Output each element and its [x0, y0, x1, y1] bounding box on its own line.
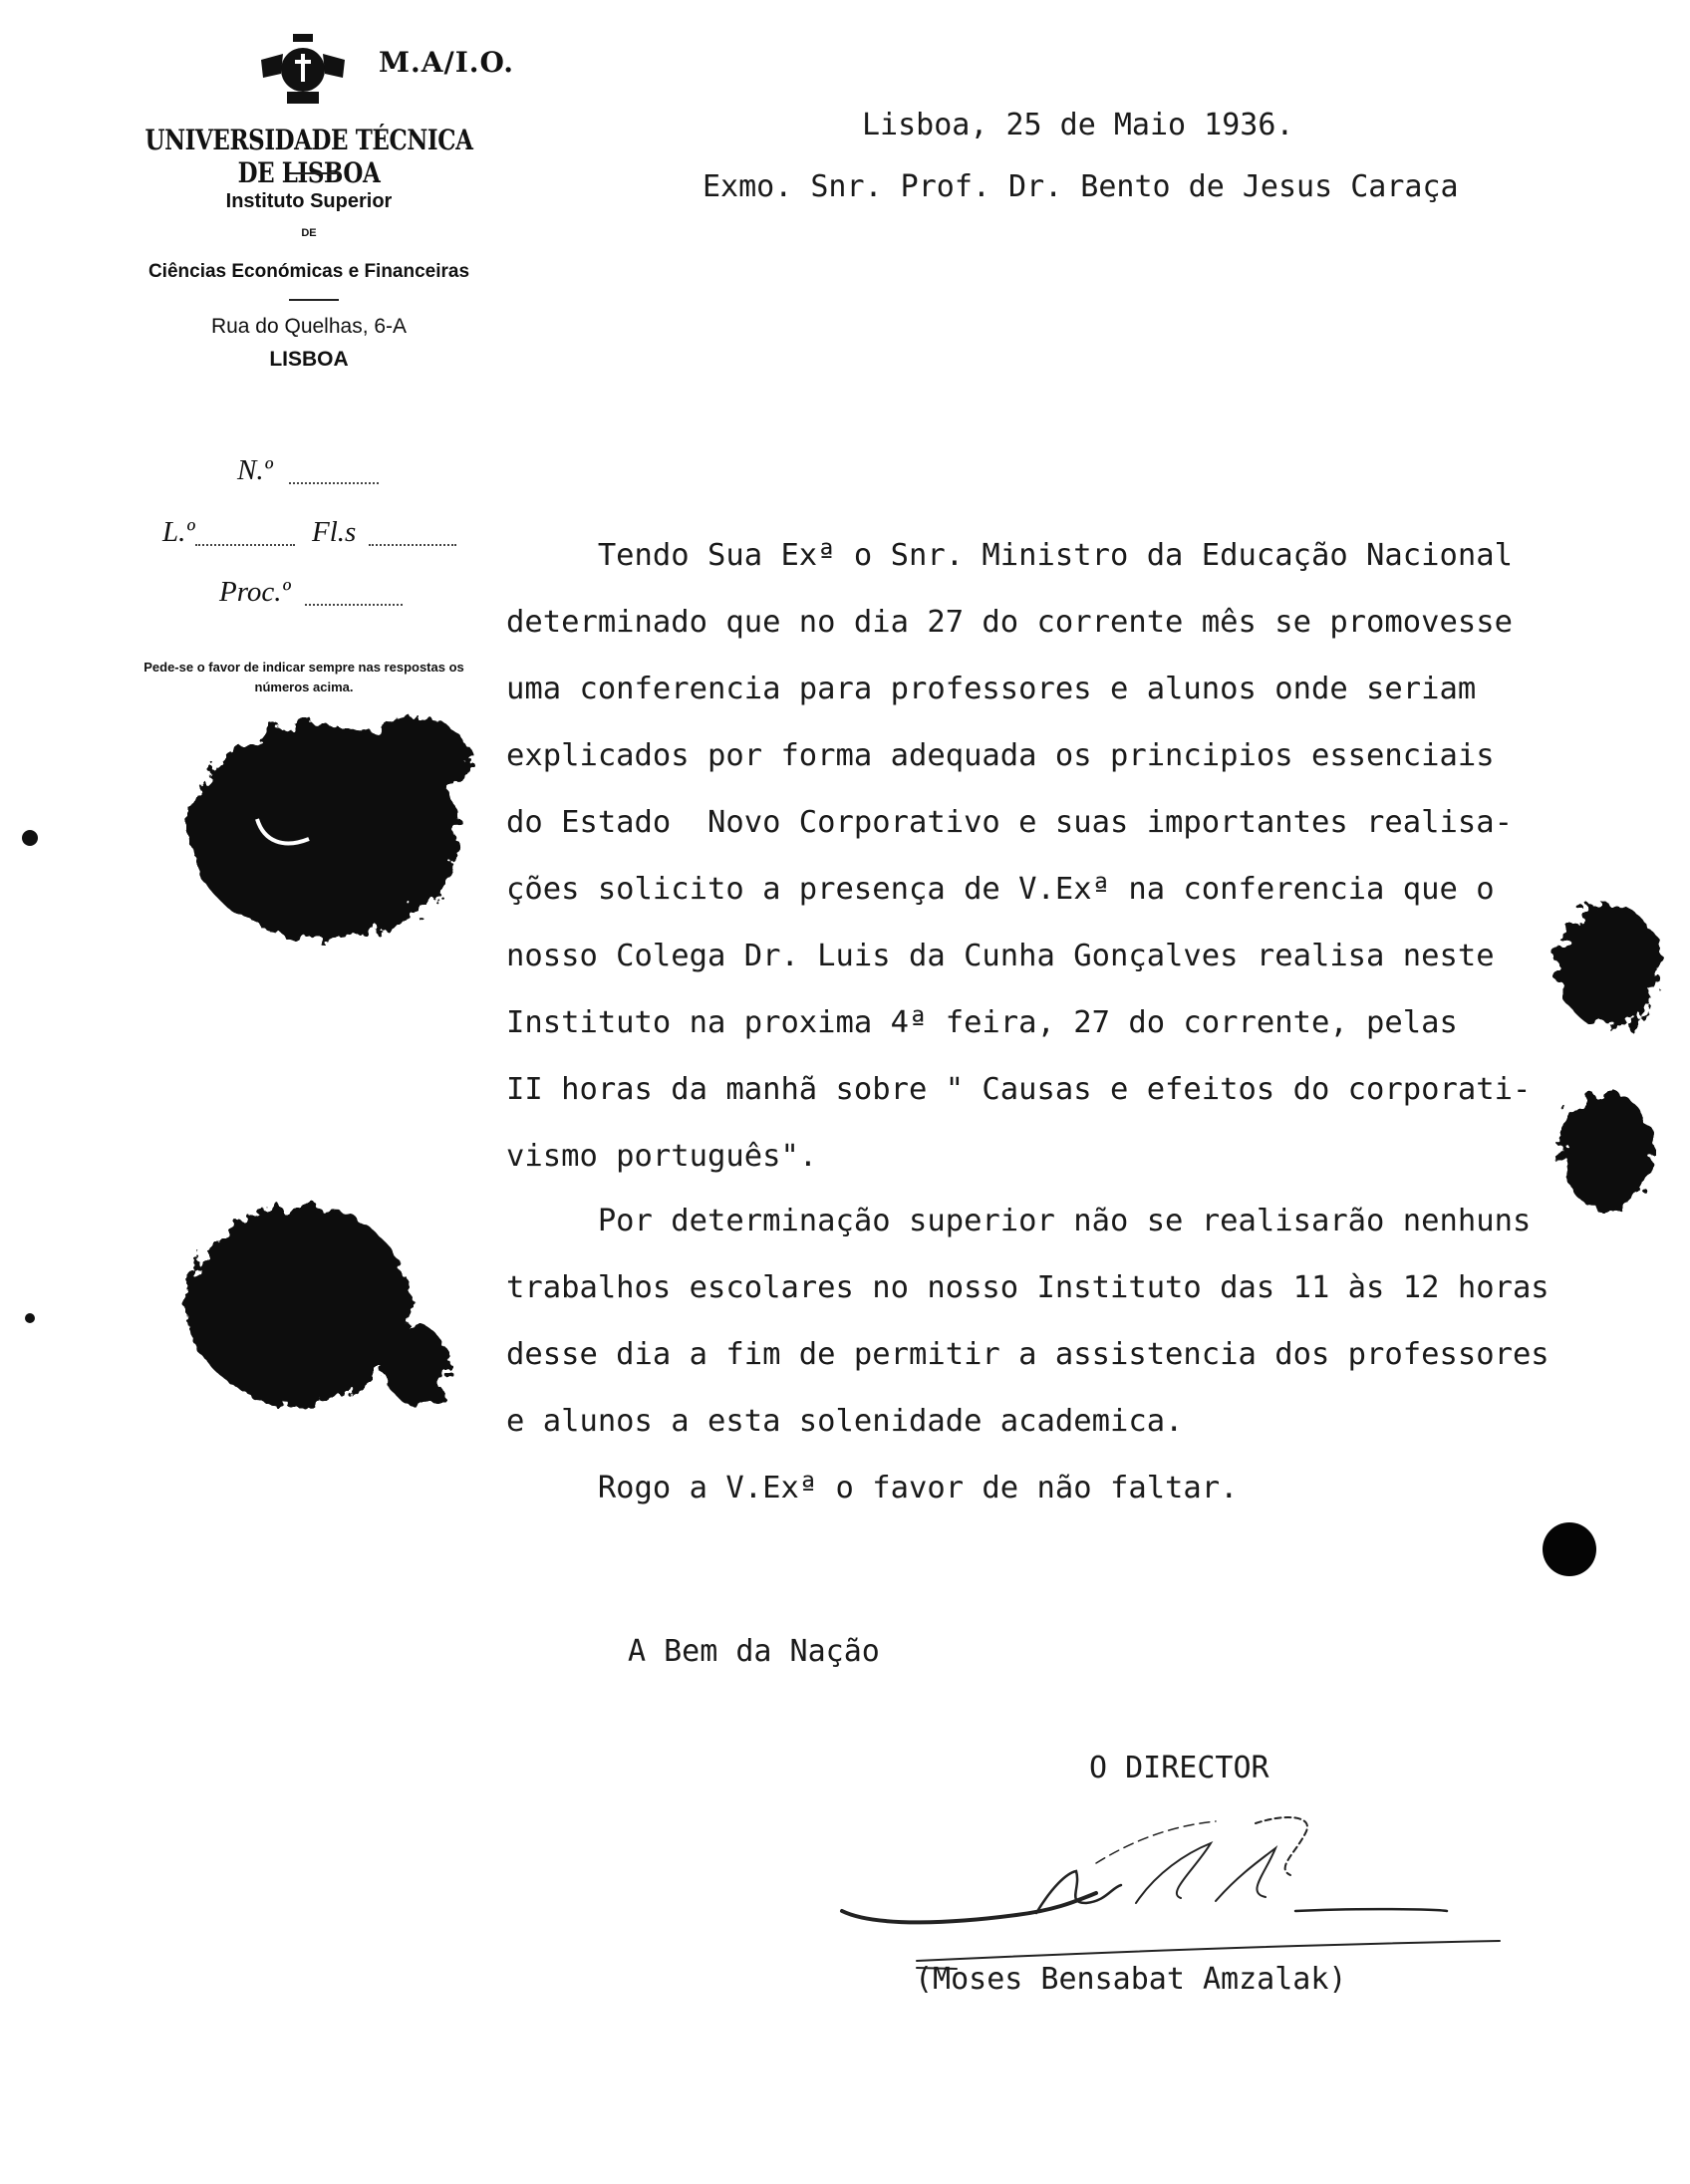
addressee: Exmo. Snr. Prof. Dr. Bento de Jesus Caraça	[703, 169, 1459, 204]
signatory-name: (Moses Bensabat Amzalak)	[915, 1962, 1347, 1997]
punch-hole-lower	[25, 1313, 35, 1323]
number-field-label: N.º	[237, 454, 273, 486]
handwritten-signature	[837, 1793, 1515, 1973]
divider	[289, 172, 339, 174]
body-line: desse dia a fim de permitir a assistencia dos professores	[506, 1337, 1549, 1372]
institute-name: Instituto Superior	[225, 190, 393, 212]
body-line: do Estado Novo Corporativo e suas importantes realisa-	[506, 805, 1513, 840]
closing-salutation: A Bem da Nação	[628, 1634, 880, 1669]
director-title: O DIRECTOR	[1089, 1751, 1269, 1785]
body-line: nosso Colega Dr. Luis da Cunha Gonçalves realisa neste	[506, 939, 1495, 973]
process-field-line	[305, 604, 403, 606]
folio-field-line	[369, 544, 456, 546]
book-field-label: L.º	[162, 516, 195, 548]
body-line: Rogo a V.Exª o favor de não faltar.	[506, 1471, 1239, 1505]
university-name: UNIVERSIDADE TÉCNICA DE LISBOA	[144, 124, 473, 189]
body-line: Tendo Sua Exª o Snr. Ministro da Educação Nacional	[506, 538, 1513, 573]
ink-dot	[1543, 1522, 1596, 1576]
institute-faculty: Ciências Económicas e Financeiras	[147, 261, 470, 282]
body-line: uma conferencia para professores e alunos onde seriam	[506, 672, 1477, 706]
coat-of-arms-icon	[257, 30, 349, 110]
body-line: Instituto na proxima 4ª feira, 27 do corrente, pelas	[506, 1005, 1458, 1040]
stain-upper-left	[189, 724, 458, 940]
body-line: II horas da manhã sobre " Causas e efeitos do corporati-	[506, 1072, 1532, 1107]
reference-notice: Pede-se o favor de indicar sempre nas respostas os números acima.	[143, 660, 464, 694]
reference-code: M.A/I.O.	[379, 46, 515, 79]
body-line: explicados por forma adequada os principios essenciais	[506, 738, 1495, 773]
punch-hole-upper	[22, 830, 38, 846]
body-line: Por determinação superior não se realisarão nenhuns	[506, 1204, 1532, 1238]
address-city: LISBOA	[269, 348, 349, 371]
date-line: Lisboa, 25 de Maio 1936.	[862, 108, 1294, 142]
body-line: vismo português".	[506, 1139, 818, 1174]
stain-lower-left	[187, 1206, 411, 1405]
folio-field-label: Fl.s	[312, 516, 357, 548]
institute-connector: DE	[301, 227, 317, 239]
book-field-line	[195, 544, 295, 546]
stain-right-lower	[1560, 1091, 1652, 1211]
body-line: determinado que no dia 27 do corrente mês se promovesse	[506, 605, 1513, 640]
divider	[289, 299, 339, 301]
address-street: Rua do Quelhas, 6-A	[210, 315, 408, 338]
stain-right-upper	[1557, 905, 1661, 1028]
body-line: ções solicito a presença de V.Exª na conferencia que o	[506, 872, 1495, 907]
body-line: e alunos a esta solenidade academica.	[506, 1404, 1184, 1439]
number-field-line	[289, 482, 379, 484]
process-field-label: Proc.º	[219, 576, 291, 608]
body-line: trabalhos escolares no nosso Instituto das 11 às 12 horas	[506, 1270, 1549, 1305]
